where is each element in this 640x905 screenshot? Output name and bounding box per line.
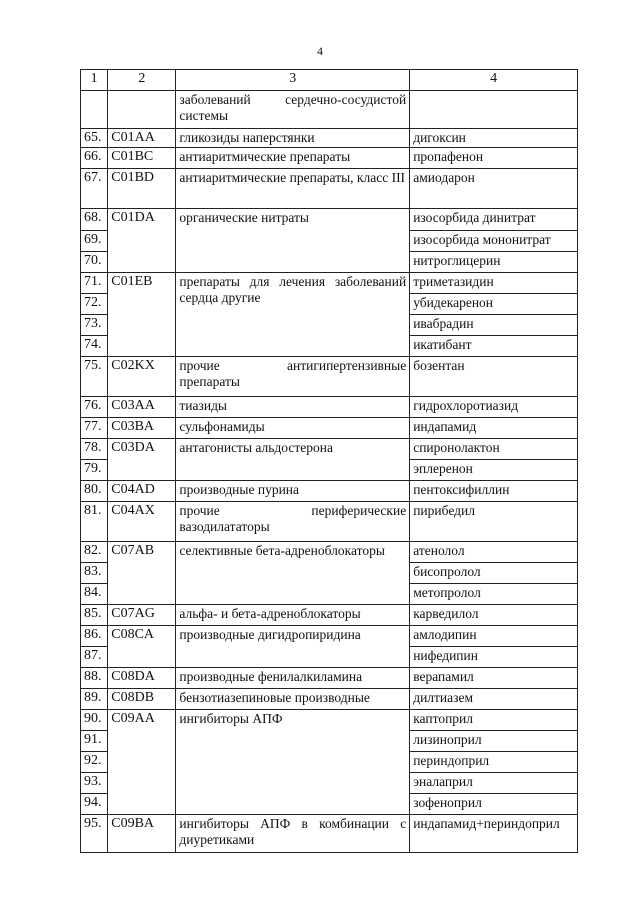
row-number: 67.: [81, 169, 108, 209]
row-number: 83.: [81, 563, 108, 584]
drug-name: убидекаренон: [410, 294, 578, 315]
atc-code: C01AA: [108, 129, 176, 148]
drug-name: нифедипин: [410, 647, 578, 668]
drug-name: бозентан: [410, 357, 578, 397]
table-row: [81, 626, 578, 647]
table-row: [81, 481, 578, 502]
atc-code: C01DA: [108, 209, 176, 273]
row-number: 80.: [81, 481, 108, 502]
table-row: [81, 418, 578, 439]
drug-name: амлодипин: [410, 626, 578, 647]
drug-name: изосорбида динитрат: [410, 209, 578, 231]
atc-code: C08DB: [108, 689, 176, 710]
drug-name: дилтиазем: [410, 689, 578, 710]
drug-name: периндоприл: [410, 752, 578, 773]
group-name: селективные бета-адреноблокаторы: [176, 542, 410, 605]
group-name: гликозиды наперстянки: [176, 129, 410, 148]
table-row: [81, 689, 578, 710]
drug-name: спиронолактон: [410, 439, 578, 460]
row-number: 69.: [81, 231, 108, 252]
table-row: [81, 815, 578, 853]
table-row: [81, 397, 578, 418]
group-name: прочие периферические вазодилататоры: [176, 502, 410, 542]
drug-name: индапамид: [410, 418, 578, 439]
table-header-row: [81, 70, 578, 91]
drug-name: метопролол: [410, 584, 578, 605]
table-row: [81, 357, 578, 397]
atc-code: C07AG: [108, 605, 176, 626]
atc-code: C09AA: [108, 710, 176, 815]
table-row-continuation: [81, 91, 578, 129]
drug-name: атенолол: [410, 542, 578, 563]
drug-name: карведилол: [410, 605, 578, 626]
drug-table: [80, 69, 578, 853]
group-name: антагонисты альдостерона: [176, 439, 410, 481]
drug-name: амиодарон: [410, 169, 578, 209]
table-row: [81, 542, 578, 563]
row-number: 73.: [81, 315, 108, 336]
group-name: производные пурина: [176, 481, 410, 502]
continuation-text: заболеваний сердечно-сосудистой системы: [176, 91, 410, 129]
atc-code: C01BC: [108, 148, 176, 169]
row-number: 74.: [81, 336, 108, 357]
row-number: 85.: [81, 605, 108, 626]
group-name: производные дигидропиридина: [176, 626, 410, 668]
drug-name: бисопролол: [410, 563, 578, 584]
drug-name: эплеренон: [410, 460, 578, 481]
table-row: [81, 439, 578, 460]
row-number: 65.: [81, 129, 108, 148]
row-number: 76.: [81, 397, 108, 418]
atc-code: C04AX: [108, 502, 176, 542]
row-number: 93.: [81, 773, 108, 794]
row-number: 79.: [81, 460, 108, 481]
table-row: [81, 169, 578, 209]
group-name: производные фенилалкиламина: [176, 668, 410, 689]
row-number: 87.: [81, 647, 108, 668]
row-number: 75.: [81, 357, 108, 397]
drug-name: пропафенон: [410, 148, 578, 169]
group-name: органические нитраты: [176, 209, 410, 273]
drug-name: триметазидин: [410, 273, 578, 294]
row-number: 77.: [81, 418, 108, 439]
row-number: 92.: [81, 752, 108, 773]
row-number: 72.: [81, 294, 108, 315]
group-name: ингибиторы АПФ: [176, 710, 410, 815]
atc-code: C08CA: [108, 626, 176, 668]
row-number: 84.: [81, 584, 108, 605]
row-number: 95.: [81, 815, 108, 853]
table-row: [81, 710, 578, 731]
group-name: альфа- и бета-адреноблокаторы: [176, 605, 410, 626]
header-col-3: 3: [176, 70, 410, 91]
table-row: [81, 273, 578, 294]
table-row: [81, 668, 578, 689]
table-row: [81, 502, 578, 542]
group-name: бензотиазепиновые производные: [176, 689, 410, 710]
drug-name: лизиноприл: [410, 731, 578, 752]
drug-name: зофеноприл: [410, 794, 578, 815]
atc-code: C03AA: [108, 397, 176, 418]
group-name: антиаритмические препараты, класс III: [176, 169, 410, 209]
group-name: прочие антигипертензивные препараты: [176, 357, 410, 397]
drug-name: каптоприл: [410, 710, 578, 731]
header-col-2: 2: [108, 70, 176, 91]
row-number: 66.: [81, 148, 108, 169]
drug-name: гидрохлоротиазид: [410, 397, 578, 418]
atc-code: C03BA: [108, 418, 176, 439]
drug-name: эналаприл: [410, 773, 578, 794]
row-number: 82.: [81, 542, 108, 563]
drug-name: нитроглицерин: [410, 252, 578, 273]
table-row: [81, 129, 578, 148]
group-name: антиаритмические препараты: [176, 148, 410, 169]
row-number: 90.: [81, 710, 108, 731]
group-name: тиазиды: [176, 397, 410, 418]
group-name: сульфонамиды: [176, 418, 410, 439]
row-number: 68.: [81, 209, 108, 231]
drug-name: индапамид+периндоприл: [410, 815, 578, 853]
table-row: [81, 148, 578, 169]
drug-name: изосорбида мононитрат: [410, 231, 578, 252]
row-number: 91.: [81, 731, 108, 752]
table-row: [81, 605, 578, 626]
row-number: 86.: [81, 626, 108, 647]
row-number: 94.: [81, 794, 108, 815]
row-number: 70.: [81, 252, 108, 273]
drug-name: пирибедил: [410, 502, 578, 542]
group-name: препараты для лечения заболеваний сердца другие: [176, 273, 410, 357]
atc-code: C07AB: [108, 542, 176, 605]
atc-code: C02KX: [108, 357, 176, 397]
atc-code: C08DA: [108, 668, 176, 689]
row-number: 88.: [81, 668, 108, 689]
row-number: 78.: [81, 439, 108, 460]
drug-name: пентоксифиллин: [410, 481, 578, 502]
row-number: 89.: [81, 689, 108, 710]
drug-name: ивабрадин: [410, 315, 578, 336]
group-name: ингибиторы АПФ в комбинации с диуретиками: [176, 815, 410, 853]
atc-code: C09BA: [108, 815, 176, 853]
page-number: 4: [317, 44, 323, 58]
drug-name: икатибант: [410, 336, 578, 357]
table-row: [81, 209, 578, 231]
drug-name: дигоксин: [410, 129, 578, 148]
header-col-1: 1: [81, 70, 108, 91]
row-number: 81.: [81, 502, 108, 542]
atc-code: C04AD: [108, 481, 176, 502]
atc-code: C01BD: [108, 169, 176, 209]
drug-name: верапамил: [410, 668, 578, 689]
row-number: 71.: [81, 273, 108, 294]
header-col-4: 4: [410, 70, 578, 91]
atc-code: C03DA: [108, 439, 176, 481]
atc-code: C01EB: [108, 273, 176, 357]
